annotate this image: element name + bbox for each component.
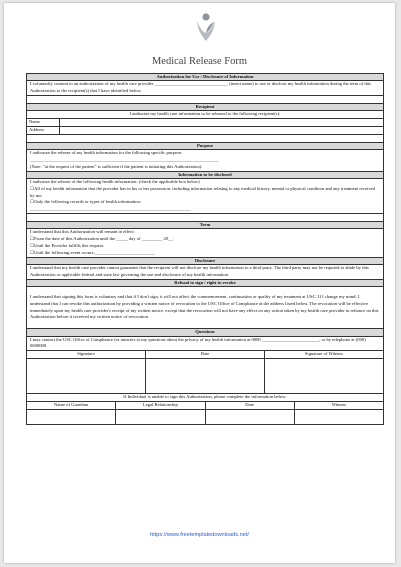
term-event-checkbox[interactable]: ☐Until the following event occurs:__________________________ [30,249,155,255]
purpose-line-2[interactable]: __________________________________________________________________________________ [30,157,219,162]
section-heading: Questions [27,329,383,336]
guardian-date-field[interactable] [206,410,295,424]
section-heading: Refusal to sign / right to revoke [27,280,383,287]
section-heading: Term [27,222,383,229]
signature-row [27,358,383,393]
signature-column: Signature [27,351,146,358]
document-page [4,3,395,563]
guardian-witness-field[interactable] [295,410,383,424]
signature-field[interactable] [27,359,146,393]
info-all-checkbox[interactable]: ☐All of my health information that the provider has in his or her possession, including information relating to any medical history, mental or physical condition and any treatment received by me. [30,185,375,198]
purpose-line-1: I authorize the release of my health information for the following specific purpose: [30,150,183,156]
name-row [27,118,383,126]
info-disclosed-section [27,171,383,213]
section-heading: Purpose [27,143,383,150]
guardian-name-field[interactable] [27,410,116,424]
purpose-section [27,142,383,171]
witness-signature-field[interactable] [265,359,383,393]
questions-text[interactable]: I may contact the USC Office of Compliance for answers to my questions about the privacy of my health information at 0000 _________________________, or by telephone at (000) 0000000. [30,336,366,349]
guardian-witness-column: Witness [331,401,347,407]
spacer [27,321,383,328]
section-heading: Recipient [27,104,383,111]
name-field[interactable] [60,119,383,126]
guardian-header-row [27,401,383,409]
term-line-1: I understand that this Authorization will remain in effect: [30,229,135,235]
info-only-checkbox[interactable]: ☐Only the following records or types of health information: [30,199,142,205]
spacer [27,95,383,103]
address-field[interactable] [60,127,383,134]
footer-link[interactable]: https://www.freetemplatedownloads.net/ [150,532,249,538]
questions-section [27,328,383,424]
authorization-text[interactable]: I voluntarily consent to an authorization of my health care provider ________________________________ (insert name) to use or disclose my health information during the term of this Authorization to the recipient(s) that I have identified below. [30,81,372,94]
spacer [27,213,383,221]
spacer [27,287,383,294]
info-line-1: I authorize the release of the following health information: (check the applicable box below) [30,179,200,184]
section-heading: Information to be disclosed [27,172,383,179]
witness-signature-column: Signature of Witness [304,351,344,357]
form-table [26,73,384,425]
recipient-text: I authorize my health care information to be released to the following recipient(s): [129,111,281,117]
disclosure-section [27,257,383,279]
purpose-line-3: (Note: "at the request of the patient" is sufficient if the patient is initiating this Authorization). [30,163,203,169]
signature-header-row [27,350,383,358]
section-heading: Authorization for Use / Disclosure of Information [27,74,383,81]
section-heading: Disclosure [27,258,383,265]
disclosure-text: I understand that my health care provider cannot guarantee that the recipient will not disclose my health information to a third party. The third party may not be required to abide by this Authorization or applicable federal and state law governing the use and disclosure of my health information. [30,264,369,277]
date-column: Date [146,351,265,358]
info-records-line[interactable]: ______________________________________________________________________ [30,206,191,212]
term-section [27,221,383,257]
guardian-date-column: Date [206,402,295,409]
form-title: Medical Release Form [151,56,248,67]
address-row [27,126,383,134]
refusal-text: I understand that signing this form is voluntary and that if I don't sign, it will not affect the commencement, continuation or quality of my treatment at USC. If I change my mind, I understand that I can revoke this authorization by providing a written notice of revocation to the USC Office of Compliance at the address listed below. The revocation will be effective immediately upon my health care provider's receipt of my written notice, except that the revocation will not have any effect on any action taken by my health care provider in reliance on this Authorization before it received my written notice of revocation. [30,293,379,320]
authorization-section [27,73,383,95]
legal-relationship-column: Legal Relationship [116,402,205,409]
guardian-name-column: Name of Guardian [27,402,116,409]
refusal-section [27,279,383,329]
legal-relationship-field[interactable] [116,410,205,424]
name-label: Name [27,119,60,126]
guardian-row [27,409,383,424]
medical-logo-icon [194,12,218,42]
guardian-note: If Individual is unable to sign this Authorization, please complete the information below: [27,393,383,401]
recipient-section [27,103,383,134]
term-date-checkbox[interactable]: ☐From the date of this Authorization until the _____ day of _________ 20__. [30,236,174,242]
term-fulfill-checkbox[interactable]: ☐Until the Provider fulfills this request. [30,242,105,248]
address-label: Address [27,127,60,134]
spacer [27,134,383,142]
date-field[interactable] [146,359,265,393]
